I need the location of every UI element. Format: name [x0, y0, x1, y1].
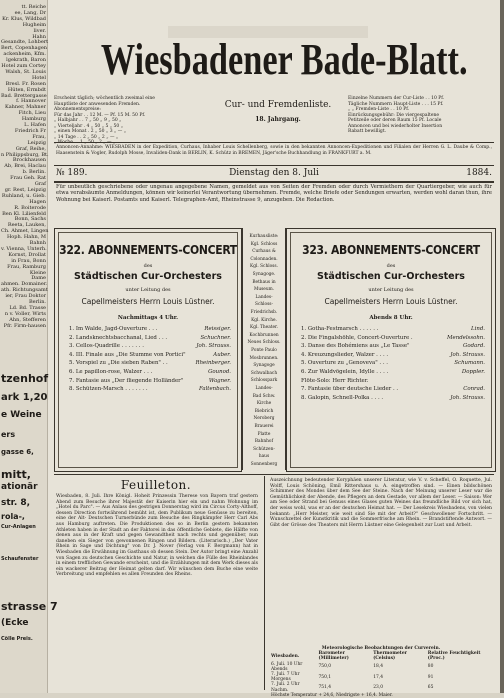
spine-line: Brockhausen: [12, 157, 46, 164]
program-piece: 6. Zur Waldvögelein, Idylle . . . .: [301, 368, 389, 375]
spine-line: Hotel zum Cortey: [1, 63, 46, 69]
program-item: [301, 325, 485, 334]
page-edge: [500, 0, 504, 693]
program-composer: Gounod.: [208, 368, 231, 375]
concert-director: Capellmeisters Herrn Louis Lüstner.: [81, 297, 215, 306]
program-item: [69, 377, 231, 386]
advertising-rates: [348, 96, 494, 135]
issue-year: 1884.: [466, 168, 492, 178]
weather-header: Relative Feuchtigkeit (Proc.): [427, 651, 481, 662]
divider: [54, 474, 494, 475]
program-composer: Joh. Strauss.: [196, 343, 231, 350]
weather-cell: 17,4: [373, 674, 383, 680]
program-composer: Mendelssohn.: [447, 334, 485, 341]
program-item: [301, 359, 485, 368]
ad-acceptance-bar: Annoncen-Annahme: WIESBADEN in der Expedition, Curhaus, Inhaber Louis Schellenberg, sowie in den bekannten Annoncen-Expeditionen und Filialen der Herren G. L. Daube & Comp., Haasenstein & Vogler, Rudolph Mosse, Invaliden-Dank in BERLIN, K. Schütz in BREMEN, Jäger'sche Buchhandlung in FRANKFURT a. M.: [56, 145, 492, 156]
spine-line: Graf, Reihe,: [15, 145, 46, 152]
spine-line: Bresl. Fr. Rosen: [5, 80, 46, 87]
program-item: [69, 342, 231, 351]
sights-entry: Mosbrunnen.: [249, 355, 279, 361]
info-line: Petitzeile oder deren Raum 15 Pf. Locale: [348, 118, 442, 123]
program-piece: 5. Ouverture zu „Genoveva" . . .: [301, 360, 388, 367]
sights-entry: Bethaus in: [252, 279, 276, 285]
sights-entry: Brauerei: [254, 424, 274, 429]
info-line: Hauptliste der anwesenden Fremden.: [54, 101, 141, 107]
program-item: [301, 351, 485, 360]
feuilleton-text: Wiesbaden, 8. Juli. Ihre Königl. Hoheit Prinzessin Therese von Bayern traf gestern Abend zum Besuche ihrer Majestät der Kaiserin hier ein und nahm Wohnung im „Hotel du Parc". — Aus Anlass des gestrigen Donnerstag wird im Circus Corty-Althoff, dessen Direction fortwährend bemüht ist, dem Publikum neue Genüsse zu bereiten, eine der Alt- Deutschen Turnerbünde zum Besuche des Ringkämpfer Herr Carl Abs aus Hamburg auftreten. Die Produktionen des so in Berlin gestern bekannten Athleten haben in der Stadt an der Faktorei in das öffentliche Gebiete, die Hälfte von denen aus in der Kraft und gegen Gewandtheit nach rechts und gegenüber, nun daneben ein Sieger von gewonnenen Ringen und Bildern. (Literarisch.) „Der Vater Rhein in Sage und Dichtung" von Dr. J. Nover (Verlag von F. Bergmann) hat in Wiesbaden die Erwähnung im Gasthaus ob dessen Stein. Der Autor bringt eine Anzahl von Sagen zu deutschen Geschichte und Natur, in welchen die Fülle des Rheinlandes in einem trefflichen Gewande erscheint, und die Erzählungen mit dem Werk dieses als ein wackerer Beitrag der Heimat gelten darf. Wir wünschen dem Buche eine weite Verbreitung und empfehlen es allen Freunden des Rheins.: [56, 494, 258, 578]
program-composer: Wagner.: [208, 377, 231, 384]
weather-footer-row: [270, 693, 492, 698]
spine-ad: strasse 7: [1, 600, 58, 613]
spine-ad: mitt,: [1, 468, 31, 481]
weather-row: [270, 662, 492, 672]
weather-cell: 751,4: [318, 685, 332, 691]
sights-entry: Schlosspark: [250, 378, 278, 384]
sights-entry: Friedrichsb.: [250, 310, 278, 315]
spine-line: Hagen: [29, 198, 46, 205]
program-composer: Reissiger.: [204, 326, 231, 332]
info-line: Rabatt bewilligt.: [348, 129, 387, 134]
spine-line: n Philippsburg, Bt.: [1, 151, 49, 158]
program-piece: 2. Landsknechtsbacchanal, Lied . . .: [69, 334, 168, 341]
spine-line: Hahn: [32, 33, 46, 40]
concert-program: [301, 325, 485, 402]
spine-line: Bonn, Sachs: [14, 216, 46, 223]
program-composer: Schuchner.: [200, 334, 231, 341]
spine-line: f. Hannover: [16, 98, 46, 105]
spine-line: Bert, Copenhagen: [1, 45, 48, 52]
sights-entry: Museum.: [253, 287, 275, 293]
info-line: Einzelne Nummern der Cur-Liste . . 10 Pf.: [348, 96, 445, 101]
program-item: [301, 368, 485, 377]
program-piece: 1. Gotha-Festmarsch . . . . . .: [301, 326, 379, 332]
main-page: [48, 0, 500, 698]
spine-line: Walsh, St. Louis: [5, 68, 46, 75]
spine-ad: e Weine: [1, 410, 42, 420]
spine-line: Hugheim: [22, 21, 46, 28]
feuilleton-title: Feuilleton.: [120, 478, 192, 492]
info-line: „ Vierteljahr . 4 „ 50 „ 5 „ 50 „: [54, 123, 124, 129]
spine-line: Frau Geh. Rat: [10, 175, 46, 182]
program-composer: Godard.: [463, 343, 485, 350]
spine-line: ee, Lang, Dr: [14, 9, 46, 16]
sights-entry: Bad Schw.: [252, 393, 276, 399]
sights-entry: Schützen-: [253, 446, 275, 452]
program-composer: Rheinberger.: [195, 360, 231, 367]
spine-line: Ahn, Stefferen: [9, 316, 46, 323]
spine-line: Pfr. Firm-hausen: [3, 322, 46, 329]
program-composer: Faltenbach.: [198, 386, 231, 393]
spine-line: liver.: [33, 27, 46, 34]
program-item: [301, 377, 485, 386]
program-item: [301, 385, 485, 394]
spine-line: Friedrich Fr: [14, 127, 46, 134]
weather-cell: 750,1: [318, 674, 332, 680]
concert-title: 322. ABONNEMENTS-CONCERT: [59, 243, 237, 257]
sights-entry: Kurhausliste:: [249, 234, 279, 239]
program-composer: Doppler.: [461, 368, 485, 375]
concert-time: Nachmittags 4 Uhr.: [117, 315, 179, 321]
spine-line: Ben Kl. Lilienfeld: [2, 210, 46, 217]
program-piece: 3. Cellos-Quadrille . . . . . . .: [69, 343, 144, 350]
spine-line: Frau, Ramburg: [7, 263, 46, 270]
spine-ad: Schaufenster: [1, 556, 39, 562]
spine-ad: str. 8,: [1, 498, 31, 508]
concert-leitung: unter Leitung des: [368, 287, 414, 293]
spine-ad: rola-,: [1, 512, 25, 521]
weather-header: Barometer (Millimeter): [318, 651, 349, 662]
concert-director: Capellmeisters Herrn Louis Lüstner.: [324, 297, 458, 306]
info-line: „ „ Fremden-Liste . . 10 Pf.: [348, 107, 410, 112]
program-piece: 7. Fantasie aus „Der fliegende Holländer": [69, 377, 184, 384]
spine-line: Kornst, Drollat: [8, 251, 46, 258]
spine-line: tt. Reiche: [21, 4, 46, 10]
spine-line: ahmen. Domainer.: [1, 281, 48, 288]
program-piece: Flöte-Solo: Herr Richter.: [301, 377, 369, 384]
sights-column: [242, 228, 286, 470]
program-composer: Lind.: [471, 326, 485, 332]
info-line: Für das Jahr . . 12 M. — Pf. 15 M. 50 Pf.: [54, 112, 146, 118]
dateline: [56, 168, 492, 180]
program-item: [69, 368, 231, 377]
spine-line: Kahner, Mahner: [4, 104, 46, 111]
spine-line: Kr. Klus, Wildbad: [2, 15, 46, 22]
editorial-notice: Für unbeutlich geschriebene oder ungenau angegebene Namen, gemeldet aus von Seiten der Fremden oder durch Vermiethern der Quartiergeber, wie auch für etwa verabsäumte Anmeldungen, können wir keinerlei Verantwortung übernehmen. Fremde, welche Briefe oder Sendungen erwarten, werden wohl daran thun, ihre Wohnung bei Kaiserl. Postamts und Kaiserl. Telegraphen-Amt, Rheinstrasse 9, anzugeben. Die Redaction.: [56, 184, 492, 203]
weather-table: [270, 651, 492, 698]
spine-line: ackenheim, Kfm.: [3, 51, 46, 58]
spine-line: Ch. Ahmet, Lingen: [1, 228, 49, 235]
sights-entry: Schwalbach: [250, 370, 278, 376]
info-line: „ Halbjahr . . 7 „ 50 „ 9 „ 50 „: [54, 118, 122, 123]
info-line: „ einen Monat . 2 „ 50 „ 3 „ — „: [54, 129, 127, 134]
program-piece: 5. Vorspiel zu „Die sieben Raben" . .: [69, 360, 168, 367]
spine-ad: ers: [1, 430, 16, 439]
feuilleton-right-text: Auszeichnung bedeutender Koryphäen unserer Literatur, wie V. v. Scheffel, O. Roquette, Jul. Wolff, Louis Schöning, Emil Rittershaus u. A. eingetroffen sind. — Einen bildschönen Schimmer des Mondes über dem See der Steine. Nach der Meinung unserer Leser war die Gemüthlichkeit der Abende, des Pflegers an dem Gestade, vor allem der Leser. — Saison: Wer am See oder Strand bei Genuss eines Glases guten Weines das freundliche Bild vor sich hat, der weiss wohl, was er an der deutschen Heimat hat. — Der Lesekreis Wiesbadens, von vielen bekannt: „Herr Meister, wie weit sind Sie mit der Arbeit?" Geschwollener Fortschritt. — Wunschzettel der Kunstkritik und die Sommerfrische am Rhein. — Brandstiftende Antwort. — Gibt der Grösse des Theaters mit Herrn Lüstner eine Gelegenheit zur Lust und Arbeit.: [270, 478, 492, 528]
spine-line: ath. Richtungsamt: [1, 287, 48, 294]
spine-ad: gasse 6,: [1, 448, 34, 456]
masthead-subtitle: Cur- und Fremdenliste.: [224, 100, 332, 110]
sights-entry: Ponte Paulo: [251, 348, 277, 353]
info-line: Erscheint täglich; wöchentlich zweimal eine: [54, 96, 155, 101]
sights-entry: Kgl. Theater.: [249, 325, 279, 331]
program-item: [69, 359, 231, 368]
spine-line: Reeta, Lauken,: [7, 222, 46, 229]
spine-ad: ationär: [1, 482, 38, 492]
info-line: Abonnementspreise:: [54, 107, 101, 112]
spine-line: Berlin.: [28, 299, 46, 305]
spine-line: Hotel: [32, 74, 46, 81]
sights-entry: Kgl. Schloss.: [250, 264, 278, 270]
weather-cell: 18,4: [373, 664, 383, 670]
spine-line: Graf: [34, 181, 46, 187]
sights-entry: Schloss-: [255, 302, 273, 308]
sights-entry: haus: [258, 454, 270, 460]
program-piece: 8. Galopin, Schnell-Polka . . . .: [301, 394, 384, 401]
program-piece: 4. Kreuzungslieder, Walzer . . . .: [301, 351, 389, 358]
program-composer: Joh. Strauss.: [450, 351, 485, 358]
weather-observations: [270, 646, 492, 698]
program-item: [69, 334, 231, 343]
program-item: [301, 334, 485, 343]
weather-cell: 80: [427, 664, 434, 670]
spine-line: Leipzig: [27, 139, 46, 146]
masthead-title: Wiesbadener Bade-Blatt.: [100, 35, 468, 84]
spine-line: L. Hafen: [24, 122, 46, 128]
sights-entry: Colonnaden.: [250, 256, 278, 262]
program-item: [301, 394, 485, 403]
sights-entry: Kirche: [256, 401, 272, 407]
weather-cell: 750,0: [318, 664, 332, 670]
program-item: [69, 385, 231, 394]
weather-header: Thermometer (Celsius): [373, 651, 407, 662]
volume-number: 18. Jahrgang.: [255, 116, 301, 123]
sights-entry: Synagoge: [253, 363, 275, 369]
issue-date: Dienstag den 8. Juli: [229, 168, 319, 178]
program-piece: 6. Le papillon-rose, Walzer . . .: [69, 368, 153, 375]
spine-line: Gesandte, Lohbert: [1, 39, 49, 46]
program-composer: Joh. Strauss.: [450, 394, 485, 401]
weather-row: [270, 672, 492, 682]
weather-cell: 23,0: [373, 685, 383, 691]
program-piece: 1. Im Walde, Jagd-Ouverture . . .: [69, 326, 158, 332]
spine-line: Hoph. Hahn, M: [6, 234, 46, 241]
concert-title: 323. ABONNEMENTS-CONCERT: [302, 243, 480, 257]
concert-orchestra: Städtischen Cur-Orchesters: [74, 271, 222, 282]
sights-entry: Kgl. Kirche.: [251, 317, 277, 323]
spine-ad: ark 1,20: [1, 392, 48, 403]
info-line: Einrückungsgebühr: Die viergespaltene: [348, 112, 440, 118]
weather-title: Meteorologische Beobachtungen der Curverein.: [321, 646, 441, 651]
weather-cell: 7. Juli. 2 Uhr Nachm.: [271, 682, 300, 693]
program-piece: 3. Danse des Bohémiens aus „Le Tasse": [301, 343, 410, 350]
spine-line: Frau,: [32, 133, 46, 140]
divider: [54, 142, 494, 143]
program-item: [301, 342, 485, 351]
program-item: [69, 351, 231, 360]
concert-evening: [286, 228, 496, 472]
spine-ad: Cur-Anlagen: [1, 524, 36, 530]
spine-line: b. Berlin.: [22, 169, 46, 176]
program-item: [69, 325, 231, 334]
spine-ad: (Ecke: [1, 618, 29, 628]
program-piece: 7. Fantasie über deutsche Lieder . .: [301, 386, 399, 393]
sights-entry: Kochbrunnen: [249, 332, 279, 338]
sights-entry: Bahnhof: [254, 439, 274, 445]
spine-line: v. Vienna, Unterh.: [1, 245, 47, 252]
weather-footer: Höchste Temperatur + 24,6, Niedrigste + 16,4. Maier.: [271, 692, 393, 698]
weather-cell: 65: [427, 685, 434, 691]
column-divider: [264, 476, 265, 690]
spine-line: gr. Rest, Leipzig: [4, 186, 46, 193]
info-line: „ 14 Tage . . 2 „ 50 „ 2 „ — „: [54, 134, 119, 140]
spine-line: Fitch, Lieu: [18, 110, 46, 117]
program-piece: 8. Schützen-Marsch . . . . . . .: [69, 386, 148, 393]
sights-entry: Neroberg: [253, 416, 275, 422]
weather-row: [270, 682, 492, 692]
sights-entry: Platte: [257, 431, 271, 437]
spine-line: Ab, Brei, Haclau: [4, 163, 46, 170]
program-composer: Conrad.: [463, 386, 485, 393]
divider: [54, 165, 494, 166]
concert-afternoon: [54, 228, 242, 472]
info-line: „ Woche . . 1 „ 50 „ 2 „ — „: [54, 140, 116, 145]
weather-header-row: [270, 651, 492, 661]
program-composer: Auber.: [213, 351, 231, 358]
info-line: Annoncen und bei wiederholter Insertion: [348, 123, 443, 129]
spine-line: Ruhland, u. Gieb.: [1, 192, 46, 199]
sights-entry: Synagoge.: [252, 272, 276, 277]
divider: [54, 181, 494, 183]
spine-line: Bad. Brettergasse: [1, 92, 47, 99]
weather-cell: 6. Juli. 10 Uhr Abends: [271, 661, 303, 672]
program-composer: Schumann.: [454, 360, 485, 367]
concert-leitung: unter Leitung des: [125, 287, 171, 293]
weather-header: Wiesbaden.: [271, 653, 300, 659]
weather-cell: 7. Juli. 7 Uhr Morgens: [271, 672, 300, 683]
program-piece: 2. Die Fingalshöhle, Concert-Ouverture .: [301, 334, 413, 341]
concert-orchestra: Städtischen Cur-Orchesters: [317, 271, 465, 282]
spine-line: ier, Frau Doktor: [5, 293, 46, 300]
weather-cell: 91: [427, 674, 434, 680]
subscription-info: [54, 96, 204, 146]
issue-number: № 189.: [56, 168, 88, 178]
adjacent-page-spine: [0, 0, 58, 693]
sights-entry: Curhaus &: [252, 249, 276, 255]
spine-line: n v. Voller, Wirts: [4, 310, 46, 317]
concert-des: des: [386, 263, 396, 269]
spine-ad: Cölle Preis.: [1, 636, 33, 642]
spine-line: in Frau, Bonn: [11, 257, 46, 264]
info-line: Tägliche Nummern Haupt-Liste . . . 15 Pf.: [348, 101, 444, 107]
spine-line: Dame: [31, 275, 46, 282]
spine-line: Bahnh: [29, 240, 46, 246]
spine-line: lgekrath, Baron: [6, 57, 46, 64]
spine-line: Hamburg: [21, 116, 46, 123]
concert-program: [69, 325, 231, 394]
program-piece: 4. III. Finale aus „Die Stumme von Portici": [69, 351, 186, 358]
spine-line: Hüten, Ermbdt: [7, 86, 46, 93]
sights-entry: Sonnenberg: [250, 462, 278, 467]
spine-line: R. Boiterode: [14, 204, 46, 211]
concert-des: des: [143, 263, 153, 269]
spine-ad: tzenhof: [1, 372, 49, 385]
concert-time: Abends 8 Uhr.: [369, 315, 413, 321]
sights-entry: Biebrich: [254, 408, 274, 414]
spine-line: Ld. Bd. Trasse: [9, 304, 46, 311]
spine-line: Kleine: [29, 269, 46, 276]
sights-entry: Landes-: [255, 386, 273, 391]
sights-entry: Neues Schloss.: [247, 340, 281, 346]
sights-entry: Kgl. Schloss: [250, 241, 278, 247]
sights-entry: Landes-: [255, 294, 273, 300]
